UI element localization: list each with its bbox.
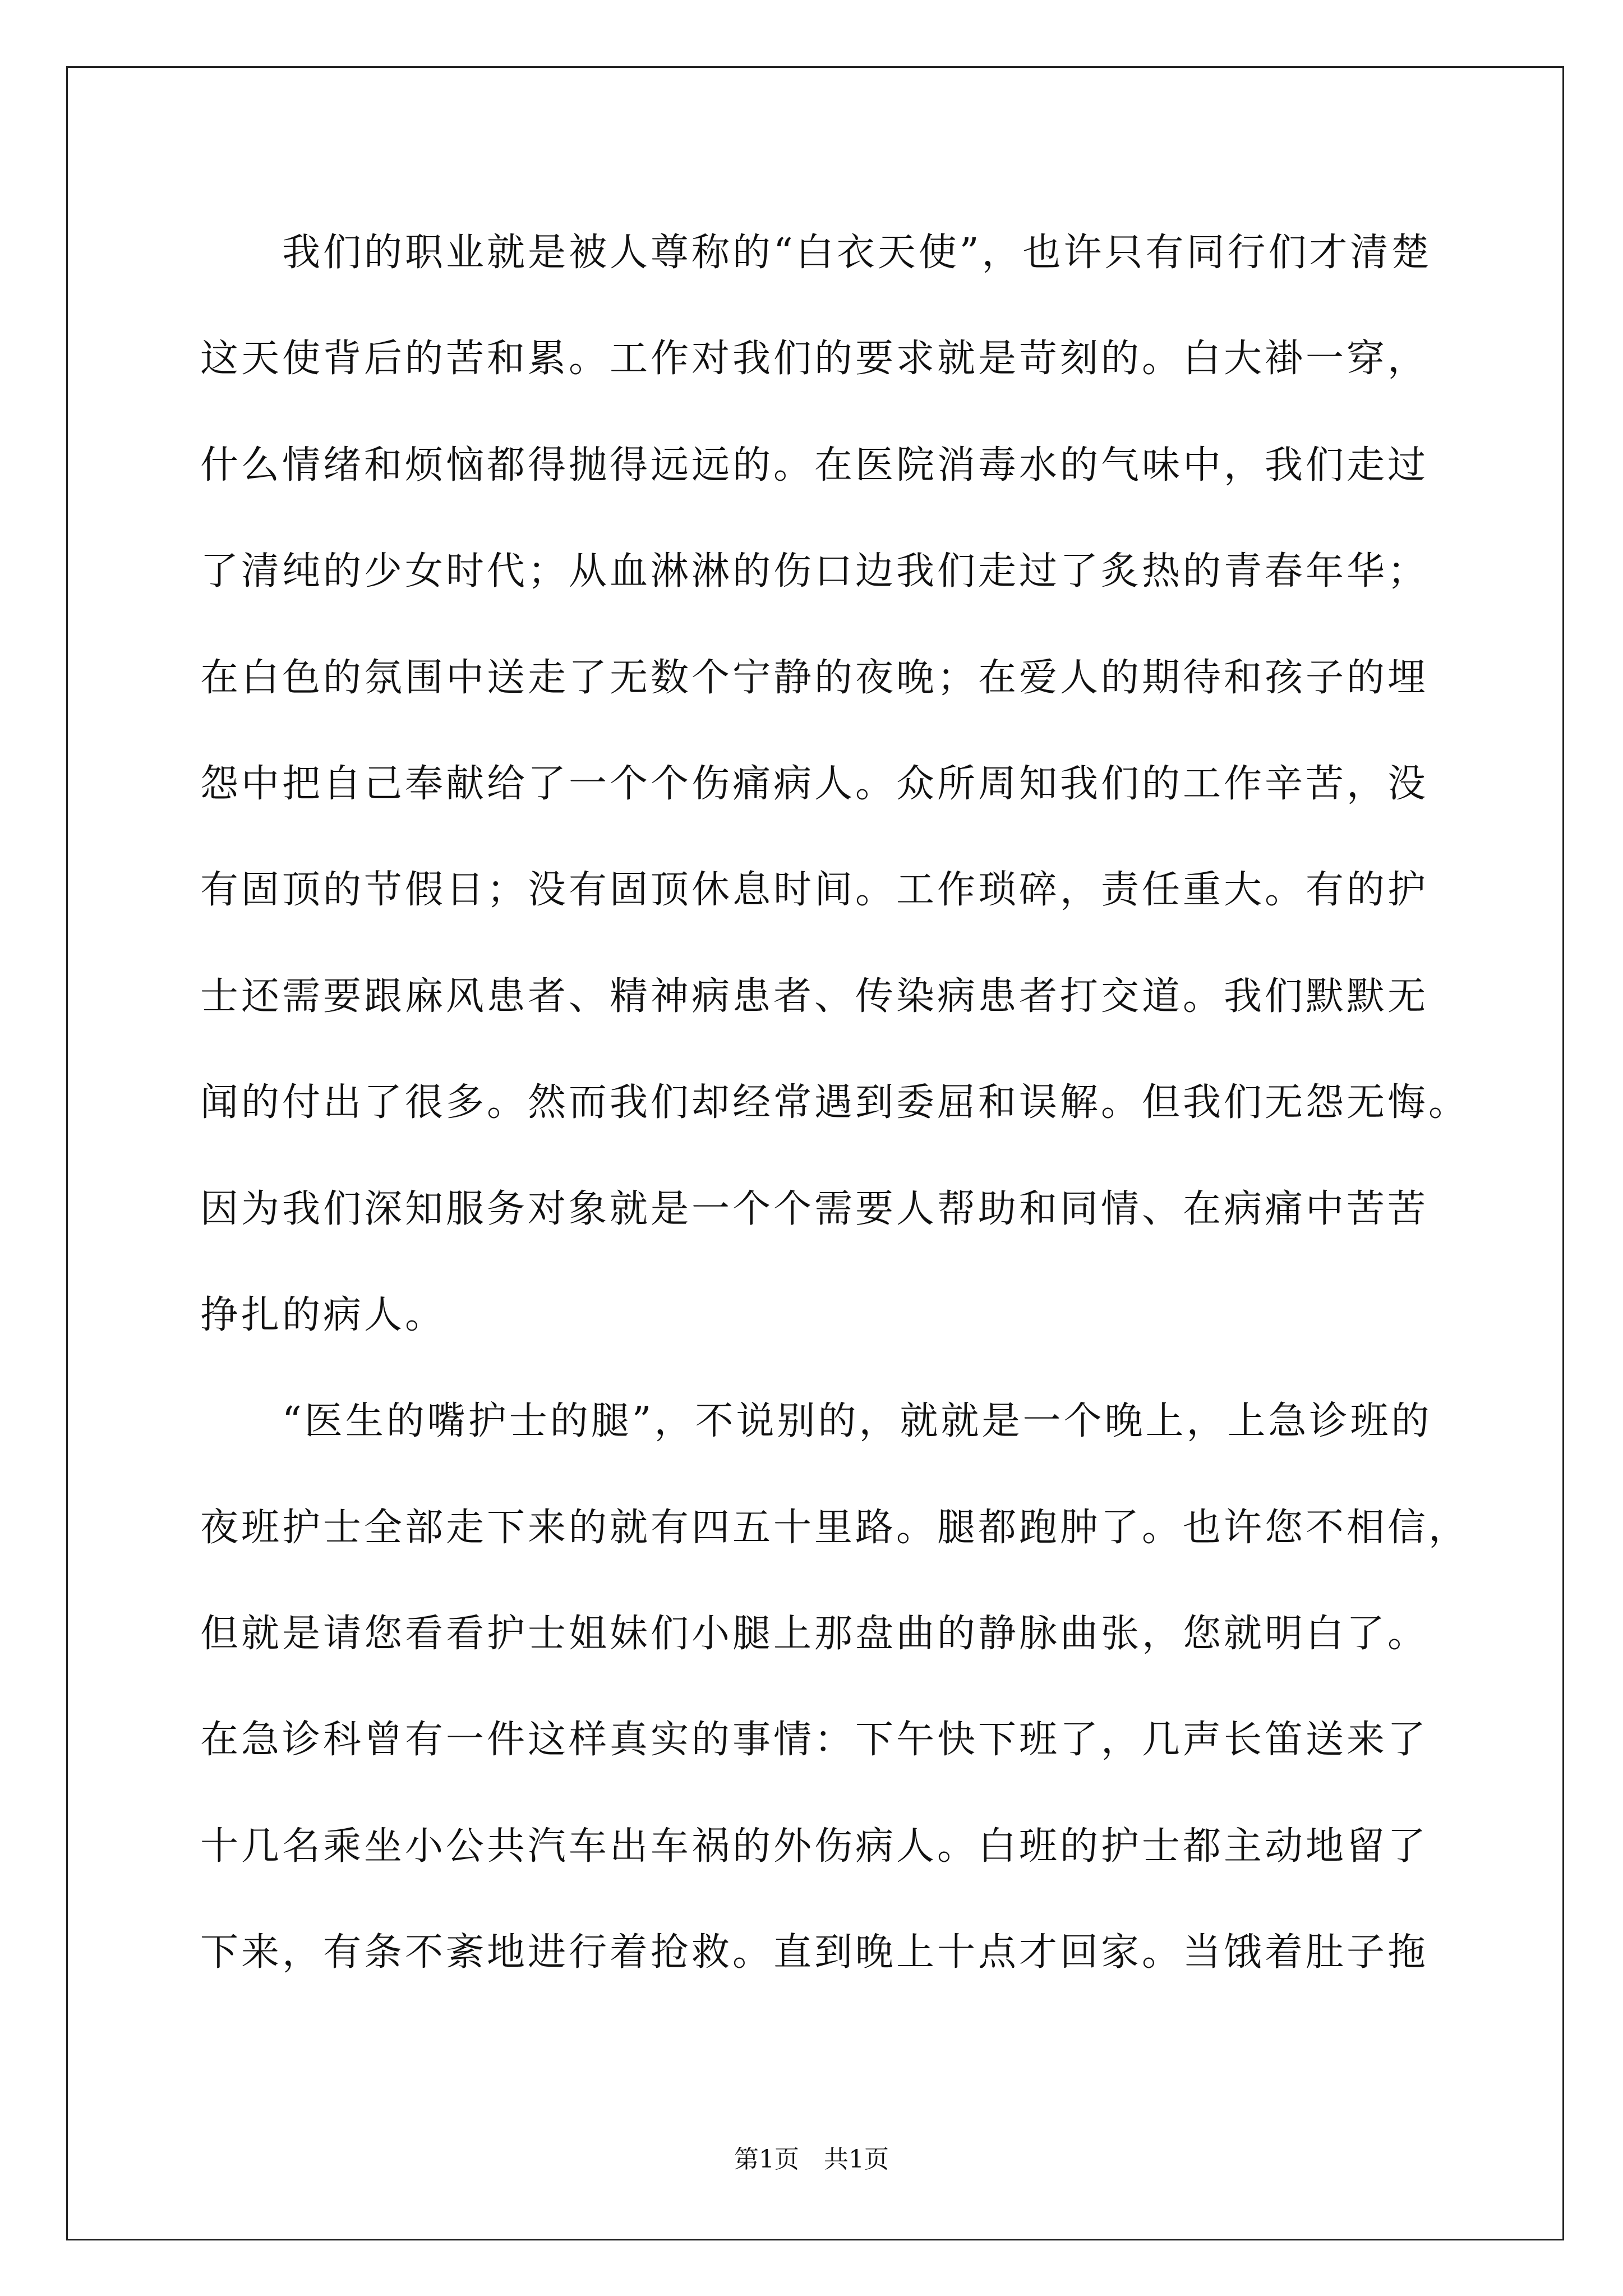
- text-line: 挣扎的病人。: [200, 1292, 446, 1337]
- page-number-current: 第1页: [734, 2145, 799, 2174]
- text-line: 十几名乘坐小公共汽车出车祸的外伤病人。白班的护士都主动地留了: [200, 1824, 1429, 1869]
- document-body: [200, 200, 1546, 2006]
- paragraph-2: [200, 1368, 1546, 2005]
- text-line: 这天使背后的苦和累。工作对我们的要求就是苛刻的。白大褂一穿，: [200, 337, 1429, 381]
- text-line: 夜班护士全部走下来的就有四五十里路。腿都跑肿了。也许您不相信，: [200, 1505, 1470, 1550]
- text-line: 闻的付出了很多。然而我们却经常遇到委屈和误解。但我们无怨无悔。: [200, 1080, 1470, 1125]
- text-line: 在白色的氛围中送走了无数个宁静的夜晚；在爱人的期待和孩子的埋: [200, 655, 1429, 700]
- text-line: 有固顶的节假日；没有固顶休息时间。工作琐碎，责任重大。有的护: [200, 868, 1429, 913]
- text-line: “医生的嘴护士的腿”，不说别的，就就是一个晚上，上急诊班的: [282, 1399, 1432, 1444]
- text-line: 我们的职业就是被人尊称的“白衣天使”，也许只有同行们才清楚: [282, 231, 1432, 275]
- page-number-total: 共1页: [824, 2145, 889, 2174]
- page-footer: [0, 2144, 1623, 2175]
- text-line: 因为我们深知服务对象就是一个个需要人帮助和同情、在病痛中苦苦: [200, 1186, 1429, 1231]
- paragraph-1: [200, 200, 1546, 1368]
- text-line: 了清纯的少女时代；从血淋淋的伤口边我们走过了炙热的青春年华；: [200, 549, 1429, 594]
- text-line: 什么情绪和烦恼都得抛得远远的。在医院消毒水的气味中，我们走过: [200, 443, 1429, 487]
- text-line: 士还需要跟麻风患者、精神病患者、传染病患者打交道。我们默默无: [200, 974, 1429, 1019]
- text-line: 在急诊科曾有一件这样真实的事情：下午快下班了，几声长笛送来了: [200, 1718, 1429, 1763]
- text-line: 下来，有条不紊地进行着抢救。直到晚上十点才回家。当饿着肚子拖: [200, 1930, 1429, 1975]
- text-line: 怨中把自己奉献给了一个个伤痛病人。众所周知我们的工作辛苦，没: [200, 761, 1429, 806]
- text-line: 但就是请您看看护士姐妹们小腿上那盘曲的静脉曲张，您就明白了。: [200, 1612, 1429, 1657]
